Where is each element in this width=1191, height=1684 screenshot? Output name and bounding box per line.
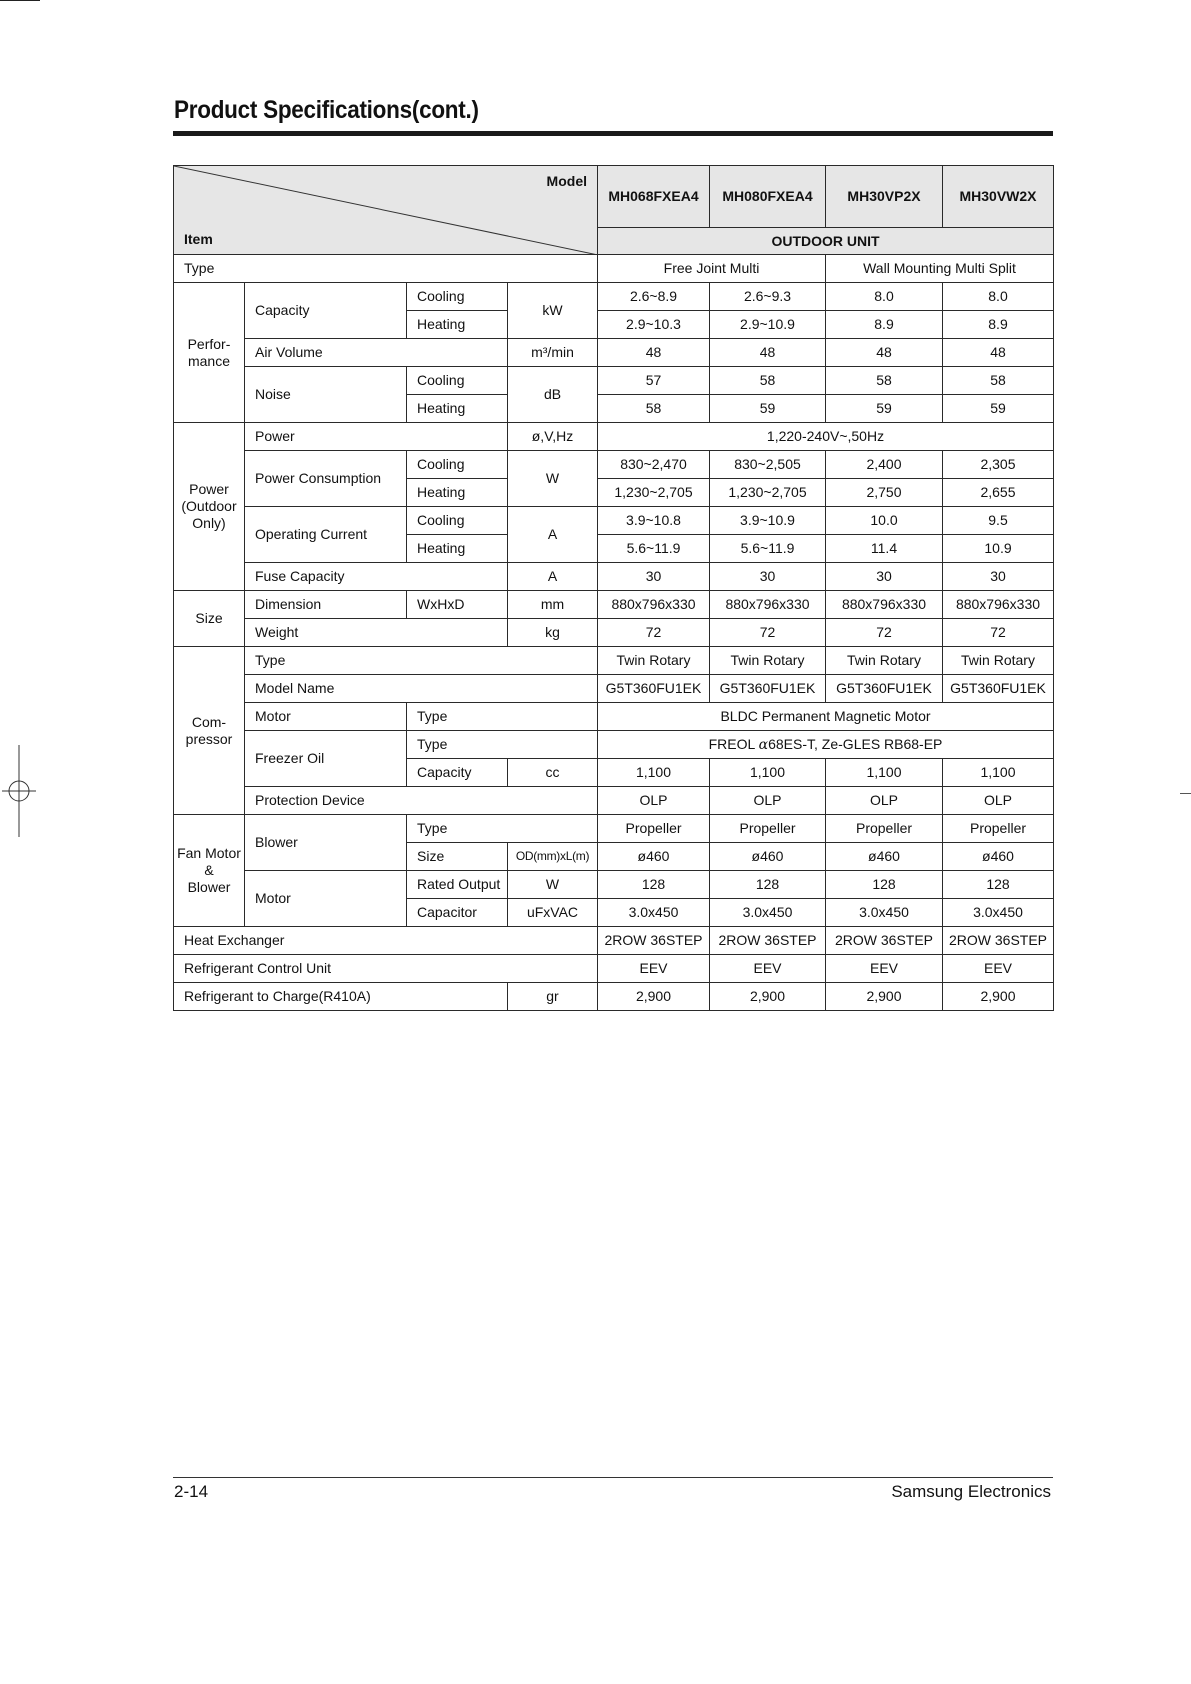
cell-value: ø460: [826, 843, 943, 871]
sub-label: Capacity: [407, 759, 508, 787]
cell-value: 1,100: [710, 759, 826, 787]
table-row: [174, 927, 1054, 955]
cell-value: 72: [710, 619, 826, 647]
table-row: [174, 871, 1054, 899]
table-row: [174, 367, 1054, 395]
cell-value: 830~2,505: [710, 451, 826, 479]
group-power: Power (Outdoor Only): [174, 423, 245, 591]
cell-value: 30: [826, 563, 943, 591]
cell-value: 2ROW 36STEP: [710, 927, 826, 955]
cell-value: Free Joint Multi: [598, 255, 826, 283]
cell-value: BLDC Permanent Magnetic Motor: [598, 703, 1054, 731]
cell-value: 5.6~11.9: [598, 535, 710, 563]
cell-value: Twin Rotary: [826, 647, 943, 675]
group-fan-motor: Fan Motor & Blower: [174, 815, 245, 927]
table-row: [174, 507, 1054, 535]
sub-label: Cooling: [407, 367, 508, 395]
row-label: Heat Exchanger: [174, 927, 598, 955]
cell-value: 59: [826, 395, 943, 423]
cell-value: 880x796x330: [710, 591, 826, 619]
unit-cell: m³/min: [508, 339, 598, 367]
footer-company: Samsung Electronics: [891, 1482, 1051, 1501]
cell-value: 59: [943, 395, 1054, 423]
cell-value: Propeller: [943, 815, 1054, 843]
cell-value: 1,100: [598, 759, 710, 787]
title-rule: [173, 131, 1053, 136]
table-row: [174, 339, 1054, 367]
cell-value: 58: [943, 367, 1054, 395]
sub-label: Rated Output: [407, 871, 508, 899]
row-label: Type: [174, 255, 598, 283]
table-row: [174, 619, 1054, 647]
row-label: Refrigerant to Charge(R410A): [174, 983, 508, 1011]
cell-value: 48: [943, 339, 1054, 367]
sub-label: Type: [407, 815, 598, 843]
cell-value: 1,230~2,705: [598, 479, 710, 507]
item-label: Item: [184, 231, 213, 247]
cell-value: ø460: [710, 843, 826, 871]
model-header: MH068FXEA4: [598, 166, 710, 228]
cell-value: 2,900: [943, 983, 1054, 1011]
row-label: Power Consumption: [245, 451, 407, 507]
unit-cell: A: [508, 507, 598, 563]
unit-cell: gr: [508, 983, 598, 1011]
row-label: Motor: [245, 703, 407, 731]
cell-value: 72: [826, 619, 943, 647]
cell-value: Wall Mounting Multi Split: [826, 255, 1054, 283]
cell-value: 1,100: [826, 759, 943, 787]
cell-value: 72: [598, 619, 710, 647]
cell-value: EEV: [598, 955, 710, 983]
cell-value: G5T360FU1EK: [826, 675, 943, 703]
cell-value: 2.6~9.3: [710, 283, 826, 311]
sub-label: Heating: [407, 479, 508, 507]
cell-value: 58: [598, 395, 710, 423]
cell-value: Propeller: [598, 815, 710, 843]
header-diagonal: [174, 166, 598, 255]
cell-value: 3.0x450: [943, 899, 1054, 927]
cell-value: 2ROW 36STEP: [598, 927, 710, 955]
cell-value: Propeller: [710, 815, 826, 843]
unit-cell: cc: [508, 759, 598, 787]
cell-value: 11.4: [826, 535, 943, 563]
header-corner: [174, 166, 598, 255]
row-label: Air Volume: [245, 339, 508, 367]
table-row: [174, 955, 1054, 983]
cell-value: 2,900: [598, 983, 710, 1011]
table-row: [174, 731, 1054, 759]
table-row: [174, 787, 1054, 815]
sub-label: Cooling: [407, 283, 508, 311]
row-label: Motor: [245, 871, 407, 927]
cell-value: 8.0: [826, 283, 943, 311]
cell-value: 128: [943, 871, 1054, 899]
row-label: Operating Current: [245, 507, 407, 563]
table-row: [174, 703, 1054, 731]
sub-label: Size: [407, 843, 508, 871]
page-title: Product Specifications(cont.): [174, 96, 479, 124]
cell-value: 48: [598, 339, 710, 367]
alpha-symbol: α: [758, 736, 769, 753]
sub-label: WxHxD: [407, 591, 508, 619]
cell-value: Twin Rotary: [598, 647, 710, 675]
cell-value: 2.9~10.9: [710, 311, 826, 339]
sub-label: Heating: [407, 395, 508, 423]
cell-value: OLP: [598, 787, 710, 815]
unit-cell: W: [508, 871, 598, 899]
cell-value: Propeller: [826, 815, 943, 843]
row-label: Dimension: [245, 591, 407, 619]
cell-value: 3.9~10.9: [710, 507, 826, 535]
table-row: [174, 283, 1054, 311]
cell-value: 10.0: [826, 507, 943, 535]
cell-value: 128: [710, 871, 826, 899]
sub-label: Heating: [407, 311, 508, 339]
cell-value: 2,400: [826, 451, 943, 479]
row-label: Capacity: [245, 283, 407, 339]
table-row: [174, 563, 1054, 591]
row-label: Type: [245, 647, 598, 675]
cell-value: 8.9: [826, 311, 943, 339]
cell-value: 128: [826, 871, 943, 899]
cell-value: 2.6~8.9: [598, 283, 710, 311]
cell-value: 1,230~2,705: [710, 479, 826, 507]
table-row: [174, 255, 1054, 283]
cell-value: 57: [598, 367, 710, 395]
row-label: Freezer Oil: [245, 731, 407, 787]
cell-value: 8.9: [943, 311, 1054, 339]
row-label: Fuse Capacity: [245, 563, 508, 591]
cell-value: 2,655: [943, 479, 1054, 507]
cell-value: 830~2,470: [598, 451, 710, 479]
cell-value: 5.6~11.9: [710, 535, 826, 563]
cell-value: G5T360FU1EK: [598, 675, 710, 703]
cell-value: 72: [943, 619, 1054, 647]
cell-value: 58: [826, 367, 943, 395]
cell-value: 880x796x330: [598, 591, 710, 619]
cell-value: EEV: [943, 955, 1054, 983]
cell-value: [598, 731, 1054, 759]
cell-value: EEV: [710, 955, 826, 983]
cell-value: 2ROW 36STEP: [826, 927, 943, 955]
cell-value: 2ROW 36STEP: [943, 927, 1054, 955]
unit-cell: dB: [508, 367, 598, 423]
oil-prefix: FREOL: [708, 735, 755, 752]
sub-label: Heating: [407, 535, 508, 563]
row-label: Protection Device: [245, 787, 598, 815]
unit-cell: ø,V,Hz: [508, 423, 598, 451]
table-row: [174, 423, 1054, 451]
unit-cell: OD(mm)xL(m): [508, 843, 598, 871]
row-label: Noise: [245, 367, 407, 423]
cell-value: 30: [943, 563, 1054, 591]
crop-mark-top: [0, 0, 40, 1]
footer-rule: [173, 1477, 1053, 1478]
outdoor-unit-header: OUTDOOR UNIT: [598, 228, 1054, 255]
cell-value: 2,305: [943, 451, 1054, 479]
cell-value: OLP: [826, 787, 943, 815]
cell-value: 2,900: [710, 983, 826, 1011]
model-label: Model: [546, 173, 587, 189]
cell-value: 128: [598, 871, 710, 899]
cell-value: OLP: [710, 787, 826, 815]
group-performance: Perfor- mance: [174, 283, 245, 423]
cell-value: 2,900: [826, 983, 943, 1011]
cell-value: G5T360FU1EK: [943, 675, 1054, 703]
registration-mark: [2, 745, 36, 837]
cell-value: 48: [826, 339, 943, 367]
row-label: Refrigerant Control Unit: [174, 955, 598, 983]
row-label: Model Name: [245, 675, 598, 703]
unit-cell: A: [508, 563, 598, 591]
group-compressor: Com- pressor: [174, 647, 245, 815]
page-number: 2-14: [174, 1482, 209, 1501]
model-header: MH30VP2X: [826, 166, 943, 228]
cell-value: 30: [710, 563, 826, 591]
crop-mark-right: [1180, 793, 1191, 794]
cell-value: 3.0x450: [598, 899, 710, 927]
cell-value: 2,750: [826, 479, 943, 507]
cell-value: EEV: [826, 955, 943, 983]
spec-table: [173, 165, 1054, 1011]
cell-value: 2.9~10.3: [598, 311, 710, 339]
unit-cell: kW: [508, 283, 598, 339]
unit-cell: kg: [508, 619, 598, 647]
unit-cell: mm: [508, 591, 598, 619]
table-row: [174, 675, 1054, 703]
header-row-models: [174, 166, 1054, 228]
cell-value: 9.5: [943, 507, 1054, 535]
cell-value: 3.9~10.8: [598, 507, 710, 535]
group-size: Size: [174, 591, 245, 647]
table-row: [174, 815, 1054, 843]
row-label: Blower: [245, 815, 407, 871]
table-row: [174, 983, 1054, 1011]
sub-label: Type: [407, 703, 598, 731]
table-row: [174, 451, 1054, 479]
cell-value: 58: [710, 367, 826, 395]
cell-value: 30: [598, 563, 710, 591]
cell-value: 3.0x450: [710, 899, 826, 927]
sub-label: Capacitor: [407, 899, 508, 927]
cell-value: ø460: [598, 843, 710, 871]
sub-label: Type: [407, 731, 598, 759]
row-label: Power: [245, 423, 508, 451]
cell-value: 8.0: [943, 283, 1054, 311]
cell-value: 1,100: [943, 759, 1054, 787]
unit-cell: W: [508, 451, 598, 507]
cell-value: OLP: [943, 787, 1054, 815]
cell-value: ø460: [943, 843, 1054, 871]
model-header: MH080FXEA4: [710, 166, 826, 228]
cell-value: 880x796x330: [826, 591, 943, 619]
row-label: Weight: [245, 619, 508, 647]
cell-value: G5T360FU1EK: [710, 675, 826, 703]
cell-value: Twin Rotary: [943, 647, 1054, 675]
cell-value: 59: [710, 395, 826, 423]
table-row: [174, 647, 1054, 675]
model-header: MH30VW2X: [943, 166, 1054, 228]
cell-value: 880x796x330: [943, 591, 1054, 619]
cell-value: 1,220-240V~,50Hz: [598, 423, 1054, 451]
sub-label: Cooling: [407, 507, 508, 535]
oil-suffix: 68ES-T, Ze-GLES RB68-EP: [768, 735, 943, 752]
table-row: [174, 591, 1054, 619]
sub-label: Cooling: [407, 451, 508, 479]
unit-cell: uFxVAC: [508, 899, 598, 927]
cell-value: 10.9: [943, 535, 1054, 563]
cell-value: Twin Rotary: [710, 647, 826, 675]
cell-value: 48: [710, 339, 826, 367]
cell-value: 3.0x450: [826, 899, 943, 927]
